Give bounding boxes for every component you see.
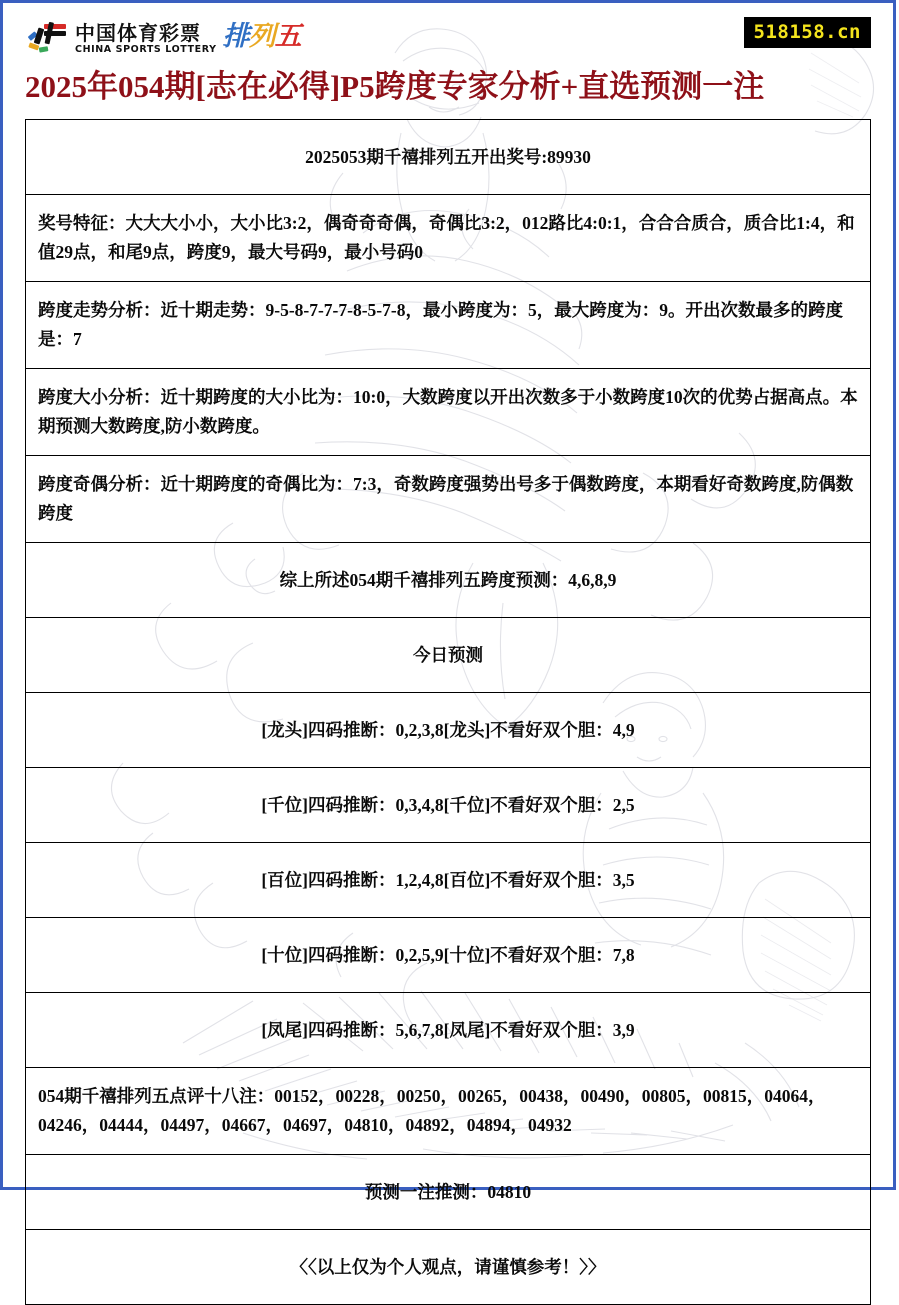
page-title: 2025年054期[志在必得]P5跨度专家分析+直选预测一注 xyxy=(25,69,765,104)
table-row xyxy=(26,195,871,282)
table-row xyxy=(26,693,871,768)
sports-lottery-emblem-icon xyxy=(27,18,69,58)
table-row xyxy=(26,993,871,1068)
position-fengwei: [凤尾]四码推断：5,6,7,8[凤尾]不看好双个胆：3,9 xyxy=(26,993,871,1068)
position-longtou: [龙头]四码推断：0,2,3,8[龙头]不看好双个胆：4,9 xyxy=(26,693,871,768)
span-parity-analysis: 跨度奇偶分析：近十期跨度的奇偶比为：7:3，奇数跨度强势出号多于偶数跨度，本期看好奇数跨度,防偶数跨度 xyxy=(26,456,871,543)
game-name-char-1: 排 xyxy=(222,21,249,52)
table-row xyxy=(26,618,871,693)
table-row xyxy=(26,1155,871,1230)
table-row xyxy=(26,843,871,918)
lottery-name-en: CHINA SPORTS LOTTERY xyxy=(75,43,217,55)
site-url-badge: 518158.cn xyxy=(744,17,871,48)
number-features: 奖号特征：大大大小小，大小比3:2，偶奇奇奇偶，奇偶比3:2，012路比4:0:1，合合合质合，质合比1:4，和值29点，和尾9点，跨度9，最大号码9，最小号码0 xyxy=(26,195,871,282)
analysis-table xyxy=(25,119,871,1305)
table-row xyxy=(26,918,871,993)
lottery-logo-text xyxy=(75,22,217,55)
game-name-char-2: 列 xyxy=(248,21,275,52)
span-trend-analysis: 跨度走势分析：近十期走势：9-5-8-7-7-7-8-5-7-8，最小跨度为：5，最大跨度为：9。开出次数最多的跨度是：7 xyxy=(26,282,871,369)
page-content xyxy=(3,9,893,1305)
table-row xyxy=(26,282,871,369)
eighteen-bets: 054期千禧排列五点评十八注：00152，00228，00250，00265，00438，00490，00805，00815，04064，04246，04444，04497，04667，04697，04810，04892，04894，04932 xyxy=(26,1068,871,1155)
span-size-analysis: 跨度大小分析：近十期跨度的大小比为：10:0，大数跨度以开出次数多于小数跨度10次的优势占据高点。本期预测大数跨度,防小数跨度。 xyxy=(26,369,871,456)
disclaimer: 〈〈以上仅为个人观点，请谨慎参考！〉〉 xyxy=(26,1230,871,1305)
position-baiwei: [百位]四码推断：1,2,4,8[百位]不看好双个胆：3,5 xyxy=(26,843,871,918)
game-name-char-3: 五 xyxy=(274,21,301,52)
lottery-logo xyxy=(27,15,301,61)
lottery-name-cn: 中国体育彩票 xyxy=(75,20,201,45)
single-bet-prediction: 预测一注推测：04810 xyxy=(26,1155,871,1230)
table-row xyxy=(26,1230,871,1305)
table-row xyxy=(26,120,871,195)
draw-result: 2025053期千禧排列五开出奖号:89930 xyxy=(26,120,871,195)
today-prediction-heading: 今日预测 xyxy=(26,618,871,693)
table-row xyxy=(26,768,871,843)
table-row xyxy=(26,543,871,618)
analysis-table-body xyxy=(26,120,871,1305)
table-row xyxy=(26,369,871,456)
position-shiwei: [十位]四码推断：0,2,5,9[十位]不看好双个胆：7,8 xyxy=(26,918,871,993)
position-qianwei: [千位]四码推断：0,3,4,8[千位]不看好双个胆：2,5 xyxy=(26,768,871,843)
page-header xyxy=(3,9,893,65)
game-name-p5 xyxy=(223,22,301,52)
table-row xyxy=(26,456,871,543)
table-row xyxy=(26,1068,871,1155)
span-summary-prediction: 综上所述054期千禧排列五跨度预测：4,6,8,9 xyxy=(26,543,871,618)
